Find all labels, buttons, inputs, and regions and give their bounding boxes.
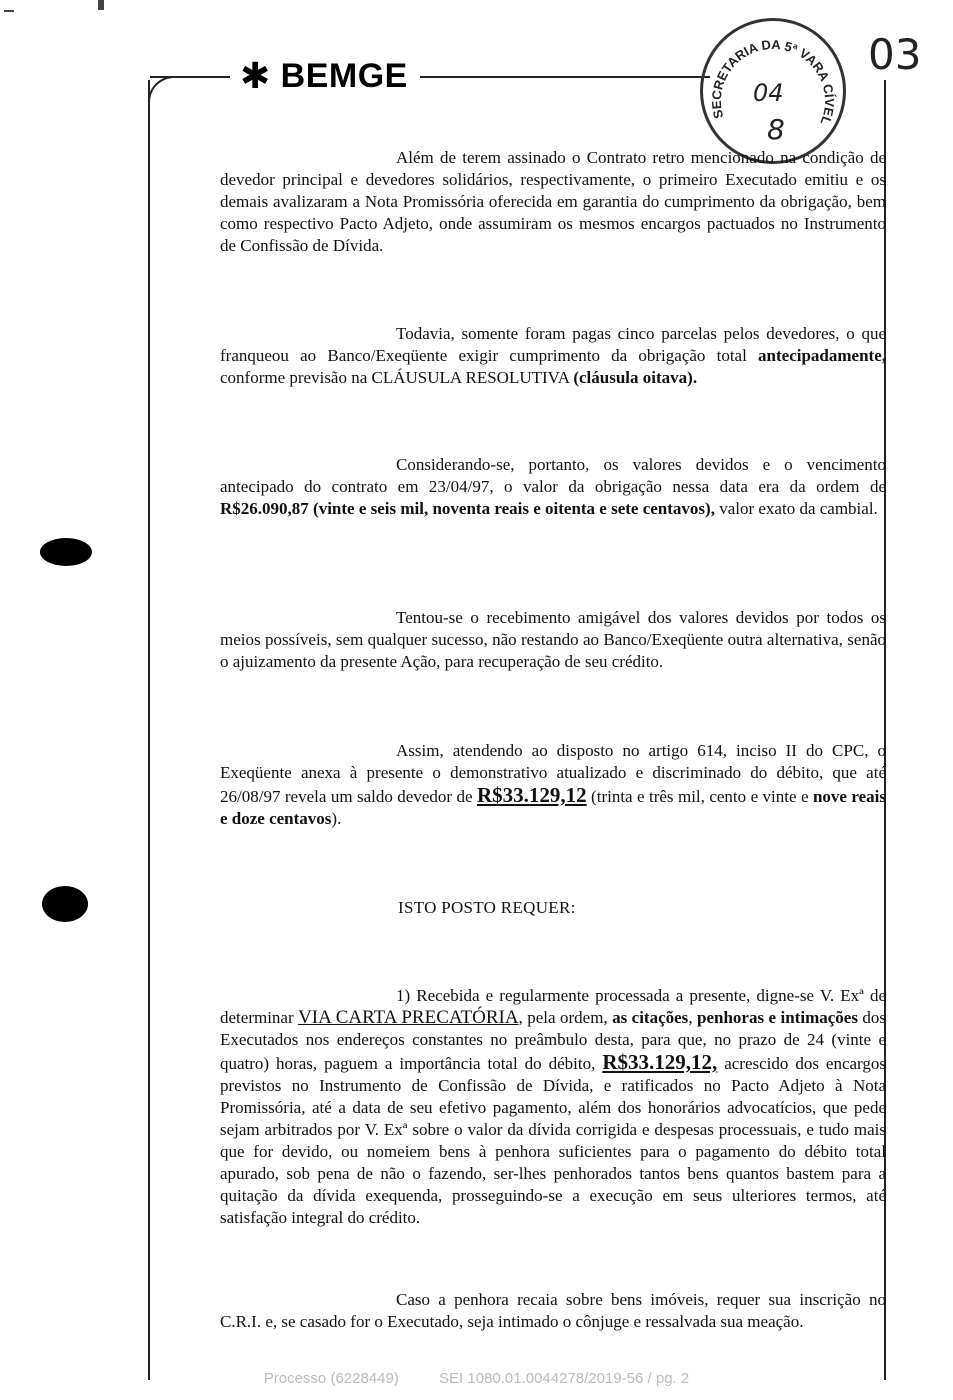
frame-top-line [150, 76, 230, 78]
paragraph-6: 1) Recebida e regularmente processada a presente, digne-se V. Exª de determinar VIA CARTA PRECATÓRIA, pela ordem, as citações, penhoras e intimações dos Executados nos endereços constantes no preâmbulo desta, para que, no prazo de 24 (vinte e quatro) horas, paguem a importância total do débito, R$33.129,12, acrescido dos encargos previstos no Instrumento de Confissão de Dívida, e ratificados no Pacto Adjeto à Nota Promissória, até a data de seu efetivo pagamento, além dos honorários advocatícios, que pede sejam arbitrados por V. Exª sobre o valor da dívida corrigida e despesas processuais, e tudo mais que for devido, ou nomeiem bens à penhora suficientes para o pagamento do débito total apurado, sob pena de não o fazendo, ser-lhes penhorados tantos bens quantos bastem para a quitação da dívida exequenda, prosseguindo-se a execução em seus ulteriores termos, até satisfação integral do crédito. [220, 986, 887, 1227]
footer-sei: SEI 1080.01.0044278/2019-56 / pg. 2 [439, 1370, 690, 1387]
frame-top-line [420, 76, 710, 78]
frame-left-line [148, 80, 150, 1380]
paragraph-2: Todavia, somente foram pagas cinco parcelas pelos devedores, o que franqueou ao Banco/Exeqüente exigir cumprimento da obrigação total antecipadamente, conforme previsão na CLÁUSULA RESOLUTIVA (cláusula oitava). [220, 324, 886, 387]
secretaria-stamp [700, 18, 846, 164]
bemge-star-icon: ✱ [240, 55, 271, 96]
section-heading: ISTO POSTO REQUER: [398, 898, 576, 917]
paragraph-4: Tentou-se o recebimento amigável dos valores devidos por todos os meios possíveis, sem qualquer sucesso, não restando ao Banco/Exeqüente outra alternativa, senão o ajuizamento da presente Ação, para recuperação de seu crédito. [220, 608, 886, 671]
scan-mark [4, 10, 14, 12]
bemge-logo [240, 55, 408, 97]
sei-footer [0, 1370, 953, 1387]
stamp-handwritten-folio: 8 [767, 113, 785, 146]
paragraph-1: Além de terem assinado o Contrato retro mencionado na condição de devedor principal e devedores solidários, respectivamente, o primeiro Executado emitiu e os demais avalizaram a Nota Promissória oferecida em garantia do cumprimento da obrigação, bem como respectivo Pacto Adjeto, onde assumiram os mesmos encargos pactuados no Instrumento de Confissão de Dívida. [220, 148, 886, 255]
debt-amount: R$33.129,12 [476, 783, 587, 807]
logo-text: BEMGE [280, 56, 408, 95]
paragraph-7: Caso a penhora recaia sobre bens imóveis, requer sua inscrição no C.R.I. e, se casado for o Executado, seja intimado o cônjuge e ressalvada sua meação. [220, 1290, 886, 1331]
paragraph-3: Considerando-se, portanto, os valores devidos e o vencimento antecipado do contrato em 23/04/97, o valor da obrigação nessa data era da ordem de R$26.090,87 (vinte e seis mil, noventa reais e oitenta e sete centavos), valor exato da cambial. [220, 455, 886, 518]
paragraph-5: Assim, atendendo ao disposto no artigo 614, inciso II do CPC, o Exeqüente anexa à presente o demonstrativo atualizado e discriminado do débito, que até 26/08/97 revela um saldo devedor de R$33.129,12 (trinta e três mil, cento e vinte e nove reais e doze centavos). [220, 741, 886, 828]
debt-amount-total: R$33.129,12, [602, 1050, 718, 1074]
footer-process: Processo (6228449) [263, 1370, 399, 1387]
stamp-ring-text: SECRETARIA DA 5ª VARA CÍVEL [708, 36, 838, 127]
frame-corner [148, 76, 176, 104]
scan-mark [98, 0, 104, 10]
page-number: 03 [868, 30, 922, 79]
ink-blot [40, 538, 92, 566]
stamp-handwritten-number: 04 [753, 79, 784, 107]
ink-blot [42, 886, 88, 922]
